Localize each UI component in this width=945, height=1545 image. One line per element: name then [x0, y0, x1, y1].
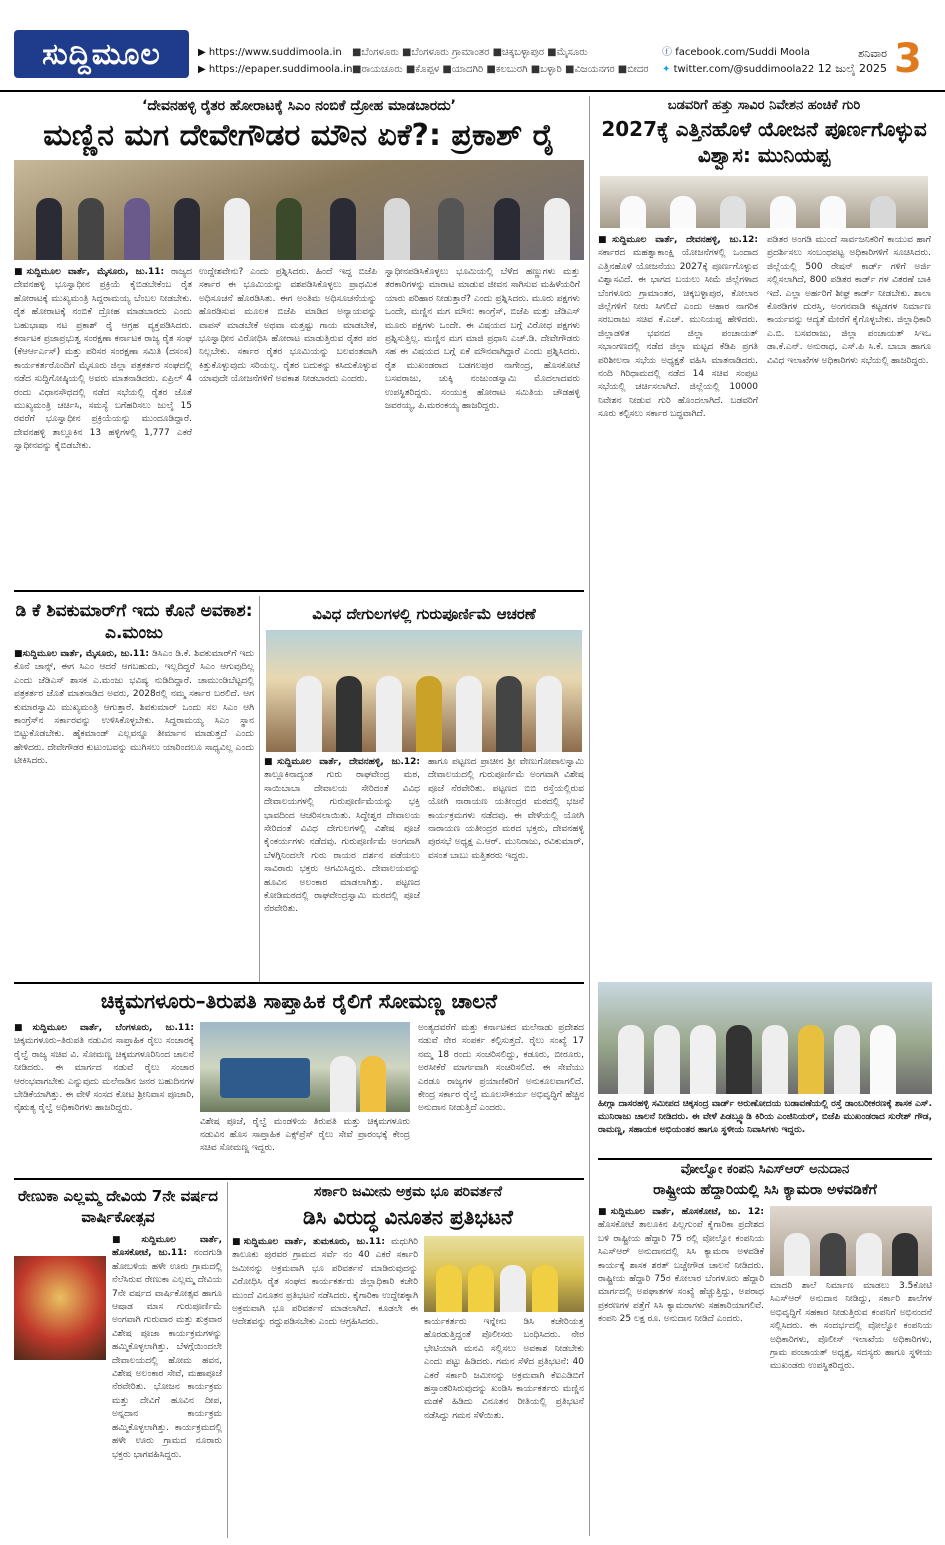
story4-headline: ವಿವಿಧ ದೇಗುಲಗಳಲ್ಲಿ ಗುರುಪೂರ್ಣಿಮೆ ಆಚರಣೆ — [312, 605, 536, 623]
story9-kicker: ಸರ್ಕಾರಿ ಜಮೀನು ಅಕ್ರಮ ಭೂ ಪರಿವರ್ತನೆ — [313, 1184, 503, 1200]
story7-col2: ಮಾದರಿ ಶಾಲೆ ನಿರ್ಮಾಣ ಮಾಡಲು 3.5ಕೋಟಿ ಸಿಎಸ್ಆರ್ ಅನುದಾನ ನೀಡಿದ್ದು, ಸರ್ಕಾರಿ ಶಾಲೆಗಳ ಅಭಿವೃದ್ಧಿಗೆ ಸಹಕಾರ ನೀಡುತ್ತಿರುವ ಕಂಪನಿಗೆ ಅಭಿನಂದನೆ ಸಲ್ಲಿಸಿದರು. ಈ ಸಂದರ್ಭದಲ್ಲಿ ವೋಲ್ವೋ ಕಂಪನಿಯ ಅಧಿಕಾರಿಗಳು, ಪೊಲೀಸ್ ಇಲಾಖೆಯ ಅಧಿಕಾರಿಗಳು, ಗ್ರಾಮ ಪಂಚಾಯತ್ ಅಧ್ಯಕ್ಷ, ಸದಸ್ಯರು ಹಾಗೂ ಸ್ಥಳೀಯ ಮುಖಂಡರು ಉಪಸ್ಥಿತರಿದ್ದರು. — [770, 1281, 932, 1372]
story2-col2: ಪಡಿತರ ಅಂಗಡಿ ಮುಂದೆ ಸಾರ್ವಜನಿಕರಿಗೆ ಕಾಯುವ ಹಾಗೆ ಪ್ರದರ್ಶಿಸಲು ಸಂಬಂಧಪಟ್ಟ ಅಧಿಕಾರಿಗಳಿಗೆ ಸೂಚಿಸಿದರು. ಜಿಲ್ಲೆಯಲ್ಲಿ 500 ರೇಷನ್ ಕಾರ್ಡ್ ಗಳಿಗೆ ಅರ್ಜಿ ಸಲ್ಲಿಸಲಾಗಿದೆ, 800 ಪಡಿತರ ಕಾರ್ಡ್ ಗಳ ವಿತರಣೆ ಬಾಕಿ ಇದೆ. ಎಲ್ಲಾ ಅರ್ಹರಿಗೆ ಶೀಘ್ರ ಕಾರ್ಡ್ ನೀಡಬೇಕು. ಶಾಲಾ ಕೊಠಡಿಗಳ ದುರಸ್ತಿ, ಅಂಗನವಾಡಿ ಕಟ್ಟಡಗಳ ನಿರ್ಮಾಣ ಕಾರ್ಯವನ್ನು ಆದ್ಯತೆ ಮೇರೆಗೆ ಕೈಗೊಳ್ಳಬೇಕು. ಜಿಲ್ಲಾಧಿಕಾರಿ ಎ.ಬಿ. ಬಸವರಾಜು, ಜಿಲ್ಲಾ ಪಂಚಾಯತ್ ಸಿಇಒ ಡಾ.ಕೆ.ಎನ್. ಅನುರಾಧ, ಎಸ್.ಪಿ ಸಿ.ಕೆ. ಬಾಬಾ ಹಾಗೂ ವಿವಿಧ ಇಲಾಖೆಗಳ ಅಧಿಕಾರಿಗಳು ಸಭೆಯಲ್ಲಿ ಹಾಜರಿದ್ದರು. — [767, 235, 931, 366]
story7-col1: ■ಸುದ್ದಿಮೂಲ ವಾರ್ತೆ, ಹೊಸಕೋಟೆ, ಜು. 12: ಹೊಸಕೋಟೆ ತಾಲೂಕಿನ ಪಿಲ್ಲಗುಂಪೆ ಕೈಗಾರಿಕಾ ಪ್ರದೇಶದ ಬಳಿ ರಾಷ್ಟ್ರೀಯ ಹೆದ್ದಾರಿ 75 ರಲ್ಲಿ ವೋಲ್ವೋ ಕಂಪನಿಯ ಸಿಎಸ್ಆರ್ ಅನುದಾನದಲ್ಲಿ ಸಿಸಿ ಕ್ಯಾಮರಾ ಅಳವಡಿಕೆ ಕಾರ್ಯಕ್ಕೆ ಶಾಸಕ ಶರತ್ ಬಚ್ಚೇಗೌಡ ಚಾಲನೆ ನೀಡಿದರು. ರಾಷ್ಟ್ರೀಯ ಹೆದ್ದಾರಿ 75ರ ಕೋಲಾರ ಬೆಂಗಳೂರು ಹೆದ್ದಾರಿ ಮಾರ್ಗದಲ್ಲಿ ಅಪಘಾತಗಳ ಸಂಖ್ಯೆ ಹೆಚ್ಚುತ್ತಿದ್ದು, ಅಪರಾಧ ಪ್ರಕರಣಗಳ ಪತ್ತೆಗೆ ಸಿಸಿ ಕ್ಯಾಮರಾಗಳು ಸಹಕಾರಿಯಾಗಲಿವೆ. ಕಂಪನಿ 25 ಲಕ್ಷ ರೂ. ಅನುದಾನ ನೀಡಿದೆ ಎಂದರು. — [598, 1207, 764, 1325]
story5-caption: ವಿಶೇಷ ಪೂಜೆ, ರೈಲ್ವೆ ಮಂಡಳಿಯ ತಿರುಪತಿ ಮತ್ತು ಚಿಕ್ಕಮಗಳೂರು ನಡುವಿನ ಹೊಸ ಸಾಪ್ತಾಹಿಕ ಎಕ್ಸ್‌ಪ್ರೆಸ್ ರೈಲು ಸೇವೆ ಪ್ರಾರಂಭಕ್ಕೆ ಕೇಂದ್ರ ಸಚಿವ ಸೋಮಣ್ಣ ಇದ್ದರು. — [200, 1117, 410, 1153]
masthead-urls — [198, 44, 352, 78]
story5-headline: ಚಿಕ್ಕಮಗಳೂರು–ತಿರುಪತಿ ಸಾಪ್ತಾಹಿಕ ರೈಲಿಗೆ ಸೋಮಣ್ಣ ಚಾಲನೆ — [100, 989, 498, 1013]
masthead — [0, 0, 945, 92]
epaper-link[interactable]: ▶ https://epaper.suddimoola.in — [198, 64, 353, 75]
story8-photo — [14, 1256, 106, 1360]
story7-headline: ರಾಷ್ಟ್ರೀಯ ಹೆದ್ದಾರಿಯಲ್ಲಿ ಸಿಸಿ ಕ್ಯಾಮರಾ ಅಳವಡಿಕೆಗೆ — [653, 1182, 877, 1198]
website-link[interactable]: ▶ https://www.suddimoola.in — [198, 47, 342, 58]
story9-col1: ■ಸುದ್ದಿಮೂಲ ವಾರ್ತೆ, ತುಮಕೂರು, ಜು.11: ಮಧುಗಿರಿ ತಾಲೂಕು ಪುರವರ ಗ್ರಾಮದ ಸರ್ವೆ ನಂ 40 ಎಕರೆ ಸರ್ಕಾರಿ ಜಮೀನನ್ನು ಅಕ್ರಮವಾಗಿ ಭೂ ಪರಿವರ್ತನೆ ಮಾಡಿರುವುದನ್ನು ವಿರೋಧಿಸಿ ರೈತ ಸಂಘದ ಕಾರ್ಯಕರ್ತರು ಜಿಲ್ಲಾಧಿಕಾರಿ ಕಚೇರಿ ಮುಂದೆ ವಿನೂತನ ಪ್ರತಿಭಟನೆ ನಡೆಸಿದರು. ಕೈಗಾರಿಕಾ ಉದ್ದೇಶಕ್ಕಾಗಿ ಅಕ್ರಮವಾಗಿ ಭೂ ಪರಿವರ್ತನೆ ಮಾಡಲಾಗಿದೆ. ಕೂಡಲೇ ಈ ಆದೇಶವನ್ನು ರದ್ದುಪಡಿಸಬೇಕು ಎಂದು ಆಗ್ರಹಿಸಿದರು. — [232, 1237, 418, 1328]
story9-headline: ಡಿಸಿ ವಿರುದ್ಧ ವಿನೂತನ ಪ್ರತಿಭಟನೆ — [303, 1205, 513, 1229]
social-links — [662, 44, 814, 78]
story3-body: ■ಸುದ್ದಿಮೂಲ ವಾರ್ತೆ, ಮೈಸೂರು, ಜು.11: ಡಿಸಿಎಂ ಡಿ.ಕೆ. ಶಿವಕುಮಾರ್‌ಗೆ ಇದು ಕೊನೆ ಚಾನ್ಸ್, ಈಗ ಸಿಎಂ ಆದರೆ ಆಗಬಹುದು, ಇಲ್ಲದಿದ್ದರೆ ಸಿಎಂ ಆಗುವುದಿಲ್ಲ ಎಂದು ಜೆಡಿಎಸ್ ಶಾಸಕ ಎ.ಮಂಜು ಭವಿಷ್ಯ ನುಡಿದಿದ್ದಾರೆ. ಚಾಮುಂಡಿಬೆಟ್ಟದಲ್ಲಿ ಪತ್ರಕರ್ತರ ಜೊತೆ ಮಾತನಾಡಿದ ಅವರು, 2028ರಲ್ಲಿ ನಮ್ಮ ಸರ್ಕಾರ ಬರಲಿದೆ. ಆಗ ಕುಮಾರಸ್ವಾಮಿ ಮುಖ್ಯಮಂತ್ರಿ ಆಗುತ್ತಾರೆ. ಶಿವಕುಮಾರ್ ಒಂದು ಸಲ ಸಿಎಂ ಆಗಿ ಕಾಂಗ್ರೆಸ್‌ನ ಸರ್ಕಾರವನ್ನು ಉಳಿಸಿಕೊಳ್ಳಬೇಕು. ಸಿದ್ದರಾಮಯ್ಯ ಸಿಎಂ ಸ್ಥಾನ ಬಿಟ್ಟುಕೊಡಬೇಕು. ಹೈಕಮಾಂಡ್ ಎಲ್ಲವನ್ನೂ ತೀರ್ಮಾನ ಮಾಡುತ್ತದೆ ಎಂದು ಹೇಳಿದರು. ದೇವೇಗೌಡರ ಕುಟುಂಬವನ್ನು ಮುಗಿಸಲು ಯಾರಿಂದಲೂ ಸಾಧ್ಯವಿಲ್ಲ ಎಂದು ಟೀಕಿಸಿದರು. — [14, 649, 254, 767]
story7-photo — [770, 1206, 932, 1276]
story4-col1: ■ಸುದ್ದಿಮೂಲ ವಾರ್ತೆ, ದೇವನಹಳ್ಳಿ, ಜು.12: ತಾಲ್ಲೂಕಿನಾದ್ಯಂತ ಗುರು ರಾಘವೇಂದ್ರ ಮಠ, ಸಾಯಿಬಾಬಾ ದೇವಾಲಯ ಸೇರಿದಂತೆ ವಿವಿಧ ದೇವಾಲಯಗಳಲ್ಲಿ ಗುರುಪೂರ್ಣಿಮೆಯನ್ನು ಭಕ್ತಿ ಭಾವದಿಂದ ಆಚರಿಸಲಾಯಿತು. ಸಿದ್ಧೇಶ್ವರ ದೇವಾಲಯ ಸೇರಿದಂತೆ ವಿವಿಧ ದೇಗುಲಗಳಲ್ಲಿ ವಿಶೇಷ ಪೂಜೆ ಕೈಂಕರ್ಯಗಳು ನಡೆದವು. ಗುರುಪೂರ್ಣಿಮೆ ಅಂಗವಾಗಿ ಬೆಳಗ್ಗಿನಿಂದಲೇ ಗುರು ರಾಯರ ದರ್ಶನ ಪಡೆಯಲು ಸಾವಿರಾರು ಭಕ್ತರು ಆಗಮಿಸಿದ್ದರು. ದೇವಾಲಯವನ್ನು ಹೂವಿನ ಅಲಂಕಾರ ಮಾಡಲಾಗಿತ್ತು. ಪಟ್ಟಣದ ಕೋಡಿಮಠದಲ್ಲಿ ರಾಘವೇಂದ್ರಸ್ವಾಮಿ ಮಠದಲ್ಲಿ ಪೂಜೆ ನೆರವೇರಿತು. — [264, 757, 420, 915]
story1-headline: ಮಣ್ಣಿನ ಮಗ ದೇವೇಗೌಡರ ಮೌನ ಏಕೆ?: ಪ್ರಕಾಶ್ ರೈ — [43, 118, 555, 153]
story5-photo — [200, 1022, 410, 1112]
facebook-link[interactable]: ⓕ facebook.com/Suddi Moola — [662, 47, 810, 58]
story1-photo — [14, 160, 584, 260]
story2-headline: 2027ಕ್ಕೆ ಎತ್ತಿನಹೊಳೆ ಯೋಜನೆ ಪೂರ್ಣಗೊಳ್ಳುವ ವಿಶ್ವಾಸ: ಮುನಿಯಪ್ಪ — [601, 117, 927, 167]
edition-cities: ■ಬೆಂಗಳೂರು ■ಬೆಂಗಳೂರು ಗ್ರಾಮಾಂತರ ■ಚಿಕ್ಕಬಳ್ಳಾಪುರ ■ಮೈಸೂರು ■ರಾಯಚೂರು ■ಕೊಪ್ಪಳ ■ಯಾದಗಿರಿ ■ಕಲಬುರಗಿ ■ಬಳ್ಳಾರಿ ■ವಿಜಯನಗರ ■ಬೀದರ — [352, 47, 649, 75]
story1-kicker: ‘ದೇವನಹಳ್ಳಿ ರೈತರ ಹೋರಾಟಕ್ಕೆ ಸಿಎಂ ನಂಬಿಕೆ ದ್ರೋಹ ಮಾಡಬಾರದು’ — [142, 98, 456, 114]
story7-kicker: ವೋಲ್ವೋ ಕಂಪನಿ ಸಿಎಸ್ಆರ್ ಅನುದಾನ — [680, 1162, 850, 1177]
twitter-icon: ✦ — [662, 64, 671, 75]
story1-col1: ■ಸುದ್ದಿಮೂಲ ವಾರ್ತೆ, ಮೈಸೂರು, ಜು.11: ರಾಜ್ಯದ ದೇವನಹಳ್ಳಿ ಭೂಸ್ವಾಧೀನ ಪ್ರಕ್ರಿಯೆ ಕೈಬಿಡಬೇಕೆಂಬ ರೈತ ಹೋರಾಟಕ್ಕೆ ಮುಖ್ಯಮಂತ್ರಿ ಸಿದ್ದರಾಮಯ್ಯ ಬೆಂಬಲ ನೀಡಬೇಕು. ರೈತ ಹೋರಾಟಕ್ಕೆ ನಂಬಿಕೆ ದ್ರೋಹ ಮಾಡಬಾರದು ಎಂದು ಬಹುಭಾಷಾ ನಟ ಪ್ರಕಾಶ್ ರೈ ಆಗ್ರಹ ವ್ಯಕ್ತಪಡಿಸಿದರು. ಕರ್ನಾಟಕ ಪ್ರಜಾಪ್ರಭುತ್ವ ಸಂರಕ್ಷಣಾ ಕರ್ನಾಟಕ ರಾಜ್ಯ ರೈತ ಸಂಘ (ಕೆಆರ್ಆರ್ಎಸ್) ಮತ್ತು ಪರಿಸರ ಸಂರಕ್ಷಣಾ ಸಮಿತಿ (ದಸಂಸ) ಕಾರ್ಯಕರ್ತರೊಂದಿಗೆ ಮೈಸೂರು ಜಿಲ್ಲಾ ಪತ್ರಕರ್ತರ ಸಂಘದಲ್ಲಿ ನಡೆದ ಸುದ್ದಿಗೋಷ್ಠಿಯಲ್ಲಿ ಅವರು ಮಾತನಾಡಿದರು. ಏಪ್ರಿಲ್ 4 ರಂದು ವಿಧಾನಸೌಧದಲ್ಲಿ ನಡೆದ ಸಭೆಯಲ್ಲಿ ರೈತರ ಜೊತೆ ಮುಖ್ಯಮಂತ್ರಿ ಚರ್ಚಿಸಿ, ಸಮಸ್ಯೆ ಬಗೆಹರಿಸಲು ಜುಲೈ 15 ರವರೆಗೆ ಭೂಸ್ವಾಧೀನ ಪ್ರಕ್ರಿಯೆಯನ್ನು ಮುಂದೂಡಿದ್ದಾರೆ. ದೇವನಹಳ್ಳಿ ತಾಲ್ಲೂಕಿನ 13 ಹಳ್ಳಿಗಳಲ್ಲಿ 1,777 ಎಕರೆ ಸ್ವಾಧೀನವನ್ನು ಕೈಬಿಡಬೇಕು. — [14, 267, 192, 452]
story8-headline: ರೇಣುಕಾ ಎಲ್ಲಮ್ಮ ದೇವಿಯ 7ನೇ ವರ್ಷದ ವಾರ್ಷಿಕೋತ್ಸವ — [18, 1187, 218, 1226]
facebook-icon: ⓕ — [662, 47, 672, 58]
story1-col2: ಉದ್ದೇಶವೇನು? ಎಂದು ಪ್ರಶ್ನಿಸಿದರು. ಹಿಂದೆ ಇದ್ದ ಬಿಜೆಪಿ ಸರ್ಕಾರ ಈ ಭೂಮಿಯನ್ನು ವಶಪಡಿಸಿಕೊಳ್ಳಲು ಪ್ರಾಥಮಿಕ ಅಧಿಸೂಚನೆ ಹೊರಡಿಸಿತು. ಈಗ ಅಂತಿಮ ಅಧಿಸೂಚನೆಯನ್ನು ಹೊರಡಿಸುವ ಮೂಲಕ ಬಿಜೆಪಿ ಮಾಡಿದ ಅನ್ಯಾಯವನ್ನು ವಾಪಸ್ ಮಾಡಬೇಕೆ ಅಥವಾ ಮತ್ತಷ್ಟು ಗಾಯ ಮಾಡಬೇಕೆ, ಭೂಸ್ವಾಧೀನ ವಿರೋಧಿಸಿ ಹೋರಾಟ ಮಾಡುತ್ತಿರುವ ರೈತರ ಪರ ನಿಲ್ಲಬೇಕು. ಸರ್ಕಾರ ರೈತರ ಭೂಮಿಯನ್ನು ಬಲವಂತವಾಗಿ ಕಿತ್ತುಕೊಳ್ಳುವುದು ಸರಿಯಲ್ಲ. ರೈತರ ಬದುಕನ್ನು ಕಸಿದುಕೊಳ್ಳುವ ಯಾವುದೇ ಯೋಜನೆಗಳಿಗೆ ಅವಕಾಶ ನೀಡಬಾರದು ಎಂದರು. — [199, 267, 377, 385]
story9-col2: ಕಾರ್ಯಕರ್ತರು ಇನ್ನೇನು ಡಿಸಿ ಕಚೇರಿಯತ್ತ ಹೊರಡುತ್ತಿದ್ದಂತೆ ಪೊಲೀಸರು ಬಂಧಿಸಿದರು. ನೇರ ಭೇಟಿಯಾಗಿ ಮನವಿ ಸಲ್ಲಿಸಲು ಅವಕಾಶ ನೀಡಬೇಕು ಎಂದು ಪಟ್ಟು ಹಿಡಿದರು. ಗಮನ ಸೆಳೆದ ಪ್ರತಿಭಟನೆ: 40 ಎಕರೆ ಸರ್ಕಾರಿ ಜಮೀನನ್ನು ಅಕ್ರಮವಾಗಿ ಕೆಐಎಡಿಬಿಗೆ ಹಸ್ತಾಂತರಿಸಿರುವುದನ್ನು ಖಂಡಿಸಿ ಕಾರ್ಯಕರ್ತರು ಮಣ್ಣಿನ ಮಡಕೆ ಹಿಡಿದು ವಿನೂತನ ರೀತಿಯಲ್ಲಿ ಪ್ರತಿಭಟನೆ ನಡೆಸಿದ್ದು ಗಮನ ಸೆಳೆಯಿತು. — [424, 1317, 584, 1421]
story1-col3: ಸ್ವಾಧೀನಪಡಿಸಿಕೊಳ್ಳಲು ಭೂಮಿಯಲ್ಲಿ ಬೆಳೆದ ಹಣ್ಣುಗಳು ಮತ್ತು ತರಕಾರಿಗಳನ್ನು ಮಾರಾಟ ಮಾಡುವ ಜೀವನ ಸಾಗಿಸುವ ಮಹಿಳೆಯರಿಗೆ ಯಾರು ಪರಿಹಾರ ನೀಡುತ್ತಾರೆ? ಎಂದು ಪ್ರಶ್ನಿಸಿದರು. ಮೂರು ಪಕ್ಷಗಳು ಒಂದೇ, ಮಣ್ಣಿನ ಮಗ ಮೌನ: ಕಾಂಗ್ರೆಸ್, ಬಿಜೆಪಿ ಮತ್ತು ಜೆಡಿಎಸ್ ಮೂರು ಪಕ್ಷಗಳು ಒಂದೇ. ಈ ವಿಷಯದ ಬಗ್ಗೆ ವಿರೋಧ ಪಕ್ಷಗಳು ಪ್ರಶ್ನಿಸುತ್ತಿಲ್ಲ. ಮಣ್ಣಿನ ಮಗ ಮಾಜಿ ಪ್ರಧಾನಿ ಎಚ್.ಡಿ. ದೇವೇಗೌಡರು ಸಹ ಈ ವಿಷಯದ ಬಗ್ಗೆ ಏಕೆ ಮೌನವಾಗಿದ್ದಾರೆ ಎಂದು ಪ್ರಶ್ನಿಸಿದರು. ರೈತ ಮುಖಂಡರಾದ ಬಡಗಲಪುರ ನಾಗೇಂದ್ರ, ಹೊಸಕೋಟೆ ಬಸವರಾಜು, ಚುಕ್ಕಿ ನಂಜುಂಡಸ್ವಾಮಿ ಮೊದಲಾದವರು ಉಪಸ್ಥಿತರಿದ್ದರು. ಸಂಯುಕ್ತ ಹೋರಾಟ ಸಮಿತಿಯ ಚೌಡಹಳ್ಳಿ ಜವರಯ್ಯ, ಪಿ.ಮರಂಕಯ್ಯ ಹಾಜರಿದ್ದರು. — [385, 267, 580, 412]
story9-photo — [424, 1236, 584, 1312]
newspaper-logo: ಸುದ್ದಿಮೂಲ — [14, 30, 189, 78]
story6-photo — [598, 982, 932, 1094]
twitter-link[interactable]: ✦ twitter.com/@suddimoola22 — [662, 64, 815, 75]
issue-date: ಶನಿವಾರ 12 ಜುಲೈ 2025 — [817, 47, 887, 75]
story5-col1: ■ಸುದ್ದಿಮೂಲ ವಾರ್ತೆ, ಬೆಂಗಳೂರು, ಜು.11: ಚಿಕ್ಕಮಗಳೂರು–ತಿರುಪತಿ ನಡುವಿನ ಸಾಪ್ತಾಹಿಕ ರೈಲು ಸಂಚಾರಕ್ಕೆ ರೈಲ್ವೆ ರಾಜ್ಯ ಸಚಿವ ವಿ. ಸೋಮಣ್ಣ ಚಿಕ್ಕಮಗಳೂರಿನಿಂದ ಚಾಲನೆ ನೀಡಿದರು. ಈ ಮಾರ್ಗದ ನಡುವೆ ರೈಲು ಸಂಚಾರ ಆರಂಭವಾಗಬೇಕು ಎನ್ನುವುದು ಮಲೆನಾಡಿನ ಜನರ ಬಹುದಿನಗಳ ಬೇಡಿಕೆಯಾಗಿತ್ತು. ಈ ವೇಳೆ ಸಂಸದ ಕೋಟ ಶ್ರೀನಿವಾಸ ಪೂಜಾರಿ, ನೈಋತ್ಯ ರೈಲ್ವೆ ಅಧಿಕಾರಿಗಳು ಹಾಜರಿದ್ದರು. — [14, 1023, 194, 1114]
story3-headline: ಡಿ ಕೆ ಶಿವಕುಮಾರ್‌ಗೆ ಇದು ಕೊನೆ ಅವಕಾಶ: ಎ.ಮಂಜು — [15, 601, 253, 643]
story2-photo — [600, 176, 928, 228]
story8-body: ■ಸುದ್ದಿಮೂಲ ವಾರ್ತೆ, ಹೊಸಕೋಟೆ, ಜು.11: ನಂದಗುಡಿ ಹೋಬಳಿಯ ಹಳೇ ಊರು ಗ್ರಾಮದಲ್ಲಿ ನೆಲೆಸಿರುವ ರೇಣುಕಾ ಎಲ್ಲಮ್ಮ ದೇವಿಯ 7ನೇ ವರ್ಷದ ವಾರ್ಷಿಕೋತ್ಸವ ಹಾಗೂ ಆಷಾಡ ಮಾಸ ಗುರುಪೂರ್ಣಿಮೆ ಅಂಗವಾಗಿ ಗುರುವಾರ ಮತ್ತು ಶುಕ್ರವಾರ ವಿಶೇಷ ಪೂಜಾ ಕಾರ್ಯಕ್ರಮಗಳನ್ನು ಹಮ್ಮಿಕೊಳ್ಳಲಾಗಿತ್ತು. ಬೆಳಗ್ಗೆಯಿಂದಲೇ ದೇವಾಲಯದಲ್ಲಿ ಹೋಮ ಹವನ, ವಿಶೇಷ ಅಲಂಕಾರ ಸೇವೆ, ಮಹಾಪೂಜೆ ನೆರವೇರಿತು. ಭೋಜನ ಕಾರ್ಯಕ್ರಮ ಮತ್ತು ದೇವಿಗೆ ಹೂವಿನ ದೀಪ, ಅನ್ನದಾನ ಕಾರ್ಯಕ್ರಮ ಹಮ್ಮಿಕೊಳ್ಳಲಾಗಿತ್ತು. ಕಾರ್ಯಕ್ರಮದಲ್ಲಿ ಹಳೇ ಊರು ಗ್ರಾಮದ ನೂರಾರು ಭಕ್ತರು ಭಾಗವಹಿಸಿದ್ದರು. — [112, 1235, 222, 1460]
story4-photo — [266, 630, 582, 752]
story5-col3: ಅಂತ್ಯದವರೆಗೆ ಮತ್ತು ಕರ್ನಾಟಕದ ಮಲೆನಾಡು ಪ್ರದೇಶದ ನಡುವೆ ನೇರ ಸಂಪರ್ಕ ಕಲ್ಪಿಸುತ್ತದೆ. ರೈಲು ಸಂಖ್ಯೆ 17 ನಮ್ಮ 18 ರಂದು ಸಂಚರಿಸಲಿದ್ದು, ಕಡೂರು, ಬೀರೂರು, ಅರಸೀಕೆರೆ ಮಾರ್ಗವಾಗಿ ಸಂಚರಿಸಲಿದೆ. ಈ ಸೇವೆಯು ಎರಡೂ ರಾಜ್ಯಗಳ ಪ್ರಯಾಣಿಕರಿಗೆ ಅನುಕೂಲವಾಗಲಿದೆ. ಕೇಂದ್ರ ಸರ್ಕಾರ ರೈಲ್ವೆ ಮೂಲಸೌಕರ್ಯ ಅಭಿವೃದ್ಧಿಗೆ ಹೆಚ್ಚಿನ ಅನುದಾನ ನೀಡುತ್ತಿದೆ ಎಂದರು. — [418, 1023, 584, 1114]
story6-caption: ಹೀಗ್ಗಾ ದಾಸರಹಳ್ಳಿ ಸಮೀಪದ ಚಿಕ್ಕಸಂದ್ರ ವಾರ್ಡ್ ಅರುಣೋದಯ ಬಡಾವಣೆಯಲ್ಲಿ ರಸ್ತೆ ಡಾಂಬರೀಕರಣಕ್ಕೆ ಶಾಸಕ ಎಸ್. ಮುನಿರಾಜು ಚಾಲನೆ ನೀಡಿದರು. ಈ ವೇಳೆ ಪಿಡಬ್ಲ್ಯೂಡಿ ಕಿರಿಯ ಎಂಜಿನಿಯರ್, ಬಿಜೆಪಿ ಮುಖಂಡರಾದ ಸುರೇಶ್ ಗೌಡ, ರಾಮಣ್ಣ, ಸಹಾಯಕ ಅಭಿಯಂತರ ಹಾಗೂ ಸ್ಥಳೀಯ ನಿವಾಸಿಗಳು ಇದ್ದರು. — [598, 1099, 932, 1135]
story4-col2: ಹಾಗೂ ಪಟ್ಟಣದ ಪ್ರಾಚೀನ ಶ್ರೀ ವೇಣುಗೋಪಾಲಸ್ವಾಮಿ ದೇವಾಲಯದಲ್ಲಿ ಗುರುಪೂರ್ಣಿಮೆ ಅಂಗವಾಗಿ ವಿಶೇಷ ಪೂಜೆ ನೆರವೇರಿತು. ಪಟ್ಟಣದ ಬಿಬಿ ರಸ್ತೆಯಲ್ಲಿರುವ ಯೋಗಿ ನಾರಾಯಣ ಯತೀಂದ್ರರ ಮಠದಲ್ಲಿ ಭಜನೆ ಕಾರ್ಯಕ್ರಮಗಳು ನಡೆದವು. ಈ ವೇಳೆಯಲ್ಲಿ ಯೋಗಿ ನಾರಾಯಣ ಯತೀಂದ್ರರ ಮಠದ ಭಕ್ತರು, ದೇವನಹಳ್ಳಿ ಪುರಸಭೆ ಅಧ್ಯಕ್ಷ ಎ.ಆರ್. ಮುನಿರಾಜು, ರವಿಕುಮಾರ್, ವಸಂತ ಬಾಬು ಮತ್ತಿತರರು ಇದ್ದರು. — [428, 757, 584, 861]
story2-col1: ■ಸುದ್ದಿಮೂಲ ವಾರ್ತೆ, ದೇವನಹಳ್ಳಿ, ಜು.12: ಸರ್ಕಾರದ ಮಹತ್ವಾಕಾಂಕ್ಷಿ ಯೋಜನೆಗಳಲ್ಲಿ ಒಂದಾದ ಎತ್ತಿನಹೊಳೆ ಯೋಜನೆಯು 2027ಕ್ಕೆ ಪೂರ್ಣಗೊಳ್ಳುವ ವಿಶ್ವಾಸವಿದೆ. ಈ ಭಾಗದ ಬಯಲು ಸೀಮೆ ಜಿಲ್ಲೆಗಳಾದ ಬೆಂಗಳೂರು ಗ್ರಾಮಾಂತರ, ಚಿಕ್ಕಬಳ್ಳಾಪುರ, ಕೋಲಾರ ಜಿಲ್ಲೆಗಳಿಗೆ ನೀರು ಸಿಗಲಿದೆ ಎಂದು ಆಹಾರ ನಾಗರಿಕ ಸರಬರಾಜು ಸಚಿವ ಕೆ.ಎಚ್. ಮುನಿಯಪ್ಪ ಹೇಳಿದರು. ಜಿಲ್ಲಾಡಳಿತ ಭವನದ ಜಿಲ್ಲಾ ಪಂಚಾಯತ್ ಸಭಾಂಗಣದಲ್ಲಿ ನಡೆದ ಜಿಲ್ಲಾ ಮಟ್ಟದ ಕೆಡಿಪಿ ಪ್ರಗತಿ ಪರಿಶೀಲನಾ ಸಭೆಯ ಅಧ್ಯಕ್ಷತೆ ವಹಿಸಿ ಮಾತನಾಡಿದರು. ನಂದಿ ಗಿರಿಧಾಮದಲ್ಲಿ ನಡೆದ 14 ಸಚಿವ ಸಂಪುಟ ಸಭೆಯಲ್ಲಿ ಚರ್ಚಿಸಲಾಗಿದೆ. ಜಿಲ್ಲೆಯಲ್ಲಿ 10000 ನಿವೇಶನ ನೀಡುವ ಗುರಿ ಹೊಂದಲಾಗಿದೆ. ಬಡವರಿಗೆ ಸೂರು ಕಲ್ಪಿಸಲು ಸರ್ಕಾರ ಬದ್ಧವಾಗಿದೆ. — [598, 235, 758, 420]
story2-kicker: ಬಡವರಿಗೆ ಹತ್ತು ಸಾವಿರ ನಿವೇಶನ ಹಂಚಿಕೆ ಗುರಿ — [667, 98, 861, 113]
page-number: 3 — [894, 36, 922, 82]
